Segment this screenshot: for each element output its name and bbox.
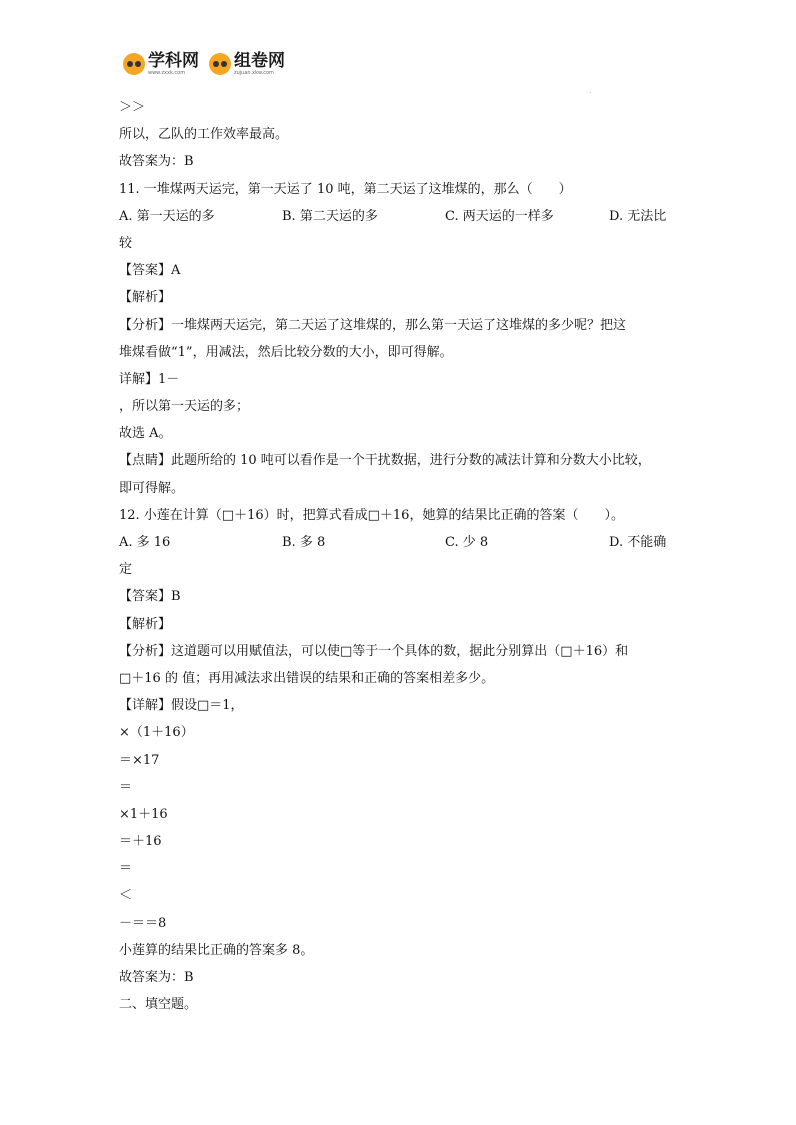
text-line: ＝＋16 [119, 834, 162, 850]
xuekewang-logo [123, 50, 199, 76]
option-d: D. 无法比 [609, 208, 667, 224]
option-b: B. 多 8 [282, 535, 326, 550]
text-line: 即可得解。 [119, 480, 185, 496]
option-c: C. 两天运的一样多 [445, 208, 554, 224]
answer-line: 【答案】B [119, 589, 181, 605]
text-line: 所以，乙队的工作效率最高。 [119, 127, 289, 143]
document-body [119, 94, 679, 1018]
text-line: 小莲算的结果比正确的答案多 8。 [119, 942, 314, 958]
answer-line: 故答案为：B [119, 970, 194, 985]
text-line: ＞＞ [119, 100, 146, 115]
option-a: A. 第一天运的多 [119, 208, 215, 224]
zujuanwang-logo [209, 50, 285, 76]
text-line: 较 [119, 235, 133, 251]
scan-speck [590, 92, 591, 93]
text-line: □＋16 的 值；再用减法求出错误的结果和正确的答案相差多少。 [119, 670, 495, 686]
text-line: 堆煤看做“1”，用减法，然后比较分数的大小，即可得解。 [119, 344, 453, 360]
question-11-stem: 11. 一堆煤两天运完，第一天运了 10 吨，第二天运了这堆煤的，那么（ ） [119, 181, 572, 197]
owl-logo-icon [123, 53, 145, 75]
logo-name: 组卷网 [234, 50, 285, 71]
logo-url: zujuan.xkw.com [234, 69, 274, 76]
header-logos [123, 50, 295, 78]
text-line: ×1＋16 [119, 806, 168, 822]
analysis-heading: 【解析】 [119, 616, 172, 632]
question-12-options [119, 529, 679, 556]
text-line: 定 [119, 562, 133, 578]
option-a: A. 多 16 [119, 535, 171, 550]
text-line: ＝ [119, 779, 133, 795]
text-line: ×（1＋16） [119, 725, 194, 741]
text-line: ＝ [119, 861, 133, 877]
text-line: ＜ [119, 888, 133, 904]
logo-name: 学科网 [148, 50, 199, 71]
logo-url: www.zxxk.com [148, 69, 186, 76]
text-line: 【点睛】此题所给的 10 吨可以看作是一个干扰数据，进行分数的减法计算和分数大小比较， [119, 453, 651, 469]
text-line: ，所以第一天运的多； [119, 399, 250, 415]
text-line: 【分析】一堆煤两天运完，第二天运了这堆煤的，那么第一天运了这堆煤的多少呢？把这 [119, 317, 627, 333]
text-line: ＝×17 [119, 752, 160, 768]
analysis-heading: 【解析】 [119, 290, 172, 306]
text-line: 故答案为：B [119, 154, 194, 170]
text-line: 详解】1－ [119, 371, 180, 387]
answer-line: 【答案】A [119, 263, 181, 279]
option-b: B. 第二天运的多 [282, 208, 378, 224]
question-11-options [119, 203, 679, 230]
option-d: D. 不能确 [609, 535, 667, 550]
text-line: 【详解】假设□＝1， [119, 698, 244, 714]
text-line: －＝＝8 [119, 915, 167, 931]
owl-logo-icon [209, 53, 231, 75]
option-c: C. 少 8 [445, 535, 489, 550]
question-12-stem: 12. 小莲在计算（□＋16）时，把算式看成□＋16，她算的结果比正确的答案（ ）。 [119, 507, 624, 523]
text-line: 故选 A。 [119, 426, 172, 442]
text-line: 【分析】这道题可以用赋值法，可以使□等于一个具体的数，据此分别算出（□＋16）和 [119, 643, 629, 659]
section-heading: 二、填空题。 [119, 997, 198, 1013]
